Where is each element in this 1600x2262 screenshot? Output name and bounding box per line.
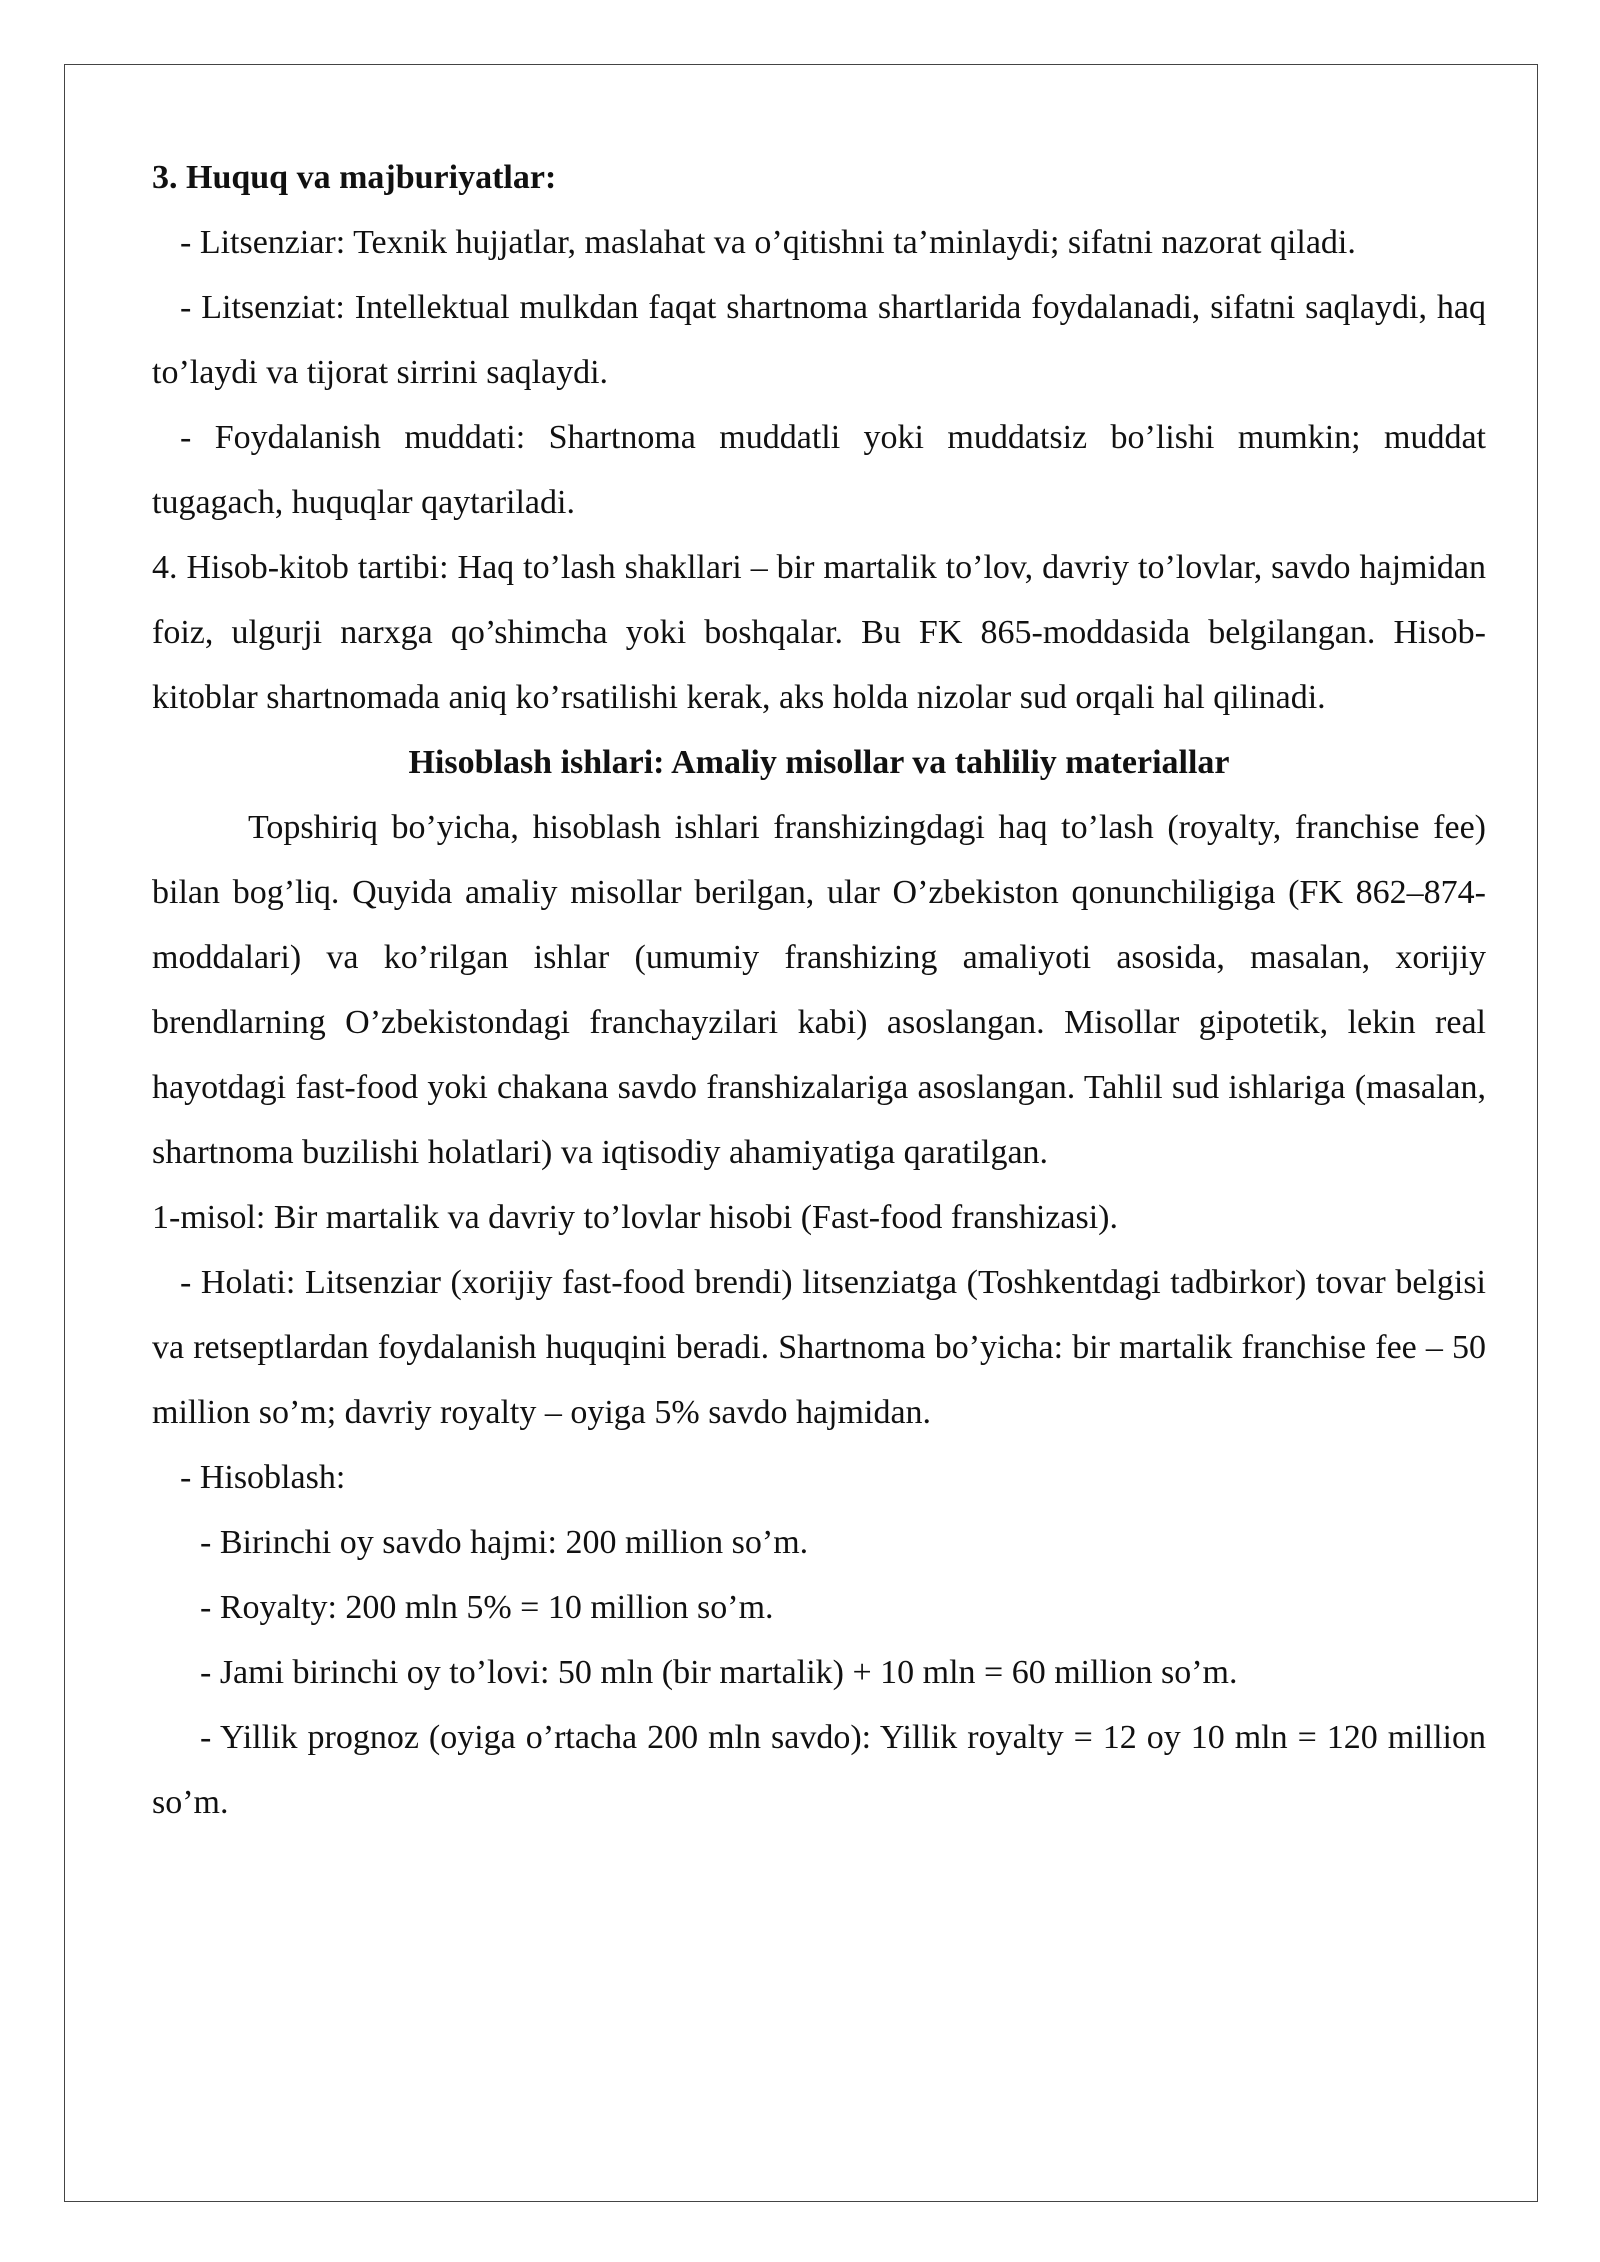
document-body — [152, 145, 1486, 1835]
calc-label: - Hisoblash: — [180, 1459, 346, 1496]
intro-paragraph: Topshiriq bo’yicha, hisoblash ishlari franshizingdagi haq to’lash (royalty, franchise fee) bilan bog’liq. Quyida amaliy misollar berilgan, ular O’zbekiston qonunchiligiga (FK 862–874-moddalari) va ko’rilgan ishlar (umumiy franshizing amaliyoti asosida, masalan, xorijiy brendlarning O’zbekistondagi franchayzilari kabi) asoslangan. Misollar gipotetik, lekin real hayotdagi fast-food yoki chakana savdo franshizalariga asoslangan. Tahlil sud ishlariga (masalan, shartnoma buzilishi holatlari) va iqtisodiy ahamiyatiga qaratilgan. — [152, 809, 1486, 1171]
calc-item: - Yillik prognoz (oyiga o’rtacha 200 mln savdo): Yillik royalty = 12 oy 10 mln = 120 million so’m. — [152, 1719, 1486, 1821]
paragraph-foydalanish-muddati: - Foydalanish muddati: Shartnoma muddatli yoki muddatsiz bo’lishi mumkin; muddat tugagach, huquqlar qaytariladi. — [152, 419, 1486, 521]
calc-item: - Royalty: 200 mln 5% = 10 million so’m. — [200, 1589, 774, 1626]
calc-item: - Jami birinchi oy to’lovi: 50 mln (bir martalik) + 10 mln = 60 million so’m. — [200, 1654, 1238, 1691]
centered-heading: Hisoblash ishlari: Amaliy misollar va tahliliy materiallar — [408, 744, 1230, 781]
calc-item: - Birinchi oy savdo hajmi: 200 million so’m. — [200, 1524, 809, 1561]
paragraph-litsenziar: - Litsenziar: Texnik hujjatlar, maslahat va o’qitishni ta’minlaydi; sifatni nazorat qiladi. — [180, 224, 1356, 261]
paragraph-litsenziat: - Litsenziat: Intellektual mulkdan faqat shartnoma shartlarida foydalanadi, sifatni saqlaydi, haq to’laydi va tijorat sirrini saqlaydi. — [152, 289, 1486, 391]
section-heading: 3. Huquq va majburiyatlar: — [152, 159, 557, 196]
example-title: 1-misol: Bir martalik va davriy to’lovlar hisobi (Fast-food franshizasi). — [152, 1199, 1118, 1236]
example-situation: - Holati: Litsenziar (xorijiy fast-food brendi) litsenziatga (Toshkentdagi tadbirkor) tovar belgisi va retseptlardan foydalanish huquqini beradi. Shartnoma bo’yicha: bir martalik franchise fee – 50 million so’m; davriy royalty – oyiga 5% savdo hajmidan. — [152, 1264, 1486, 1431]
paragraph-hisob-kitob: 4. Hisob-kitob tartibi: Haq to’lash shakllari – bir martalik to’lov, davriy to’lovlar, savdo hajmidan foiz, ulgurji narxga qo’shimcha yoki boshqalar. Bu FK 865-moddasida belgilangan. Hisob-kitoblar shartnomada aniq ko’rsatilishi kerak, aks holda nizolar sud orqali hal qilinadi. — [152, 549, 1486, 716]
